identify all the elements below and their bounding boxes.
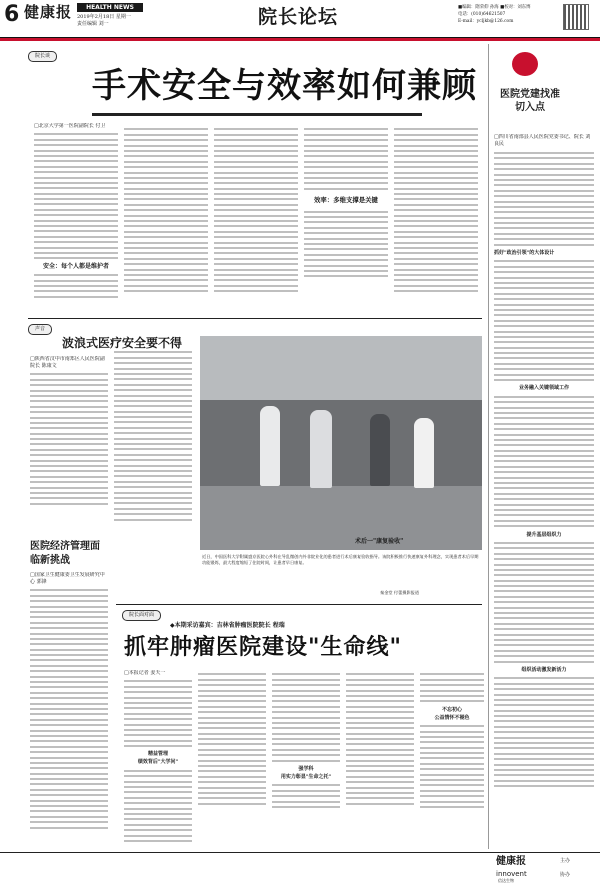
- column-title: [498, 88, 562, 114]
- article1-col2: [124, 125, 208, 311]
- photo-credit: 秦金堂 付蕾摄影报道: [380, 590, 420, 595]
- article-tag: 声音: [28, 324, 52, 335]
- newspaper-brand: 健康报: [24, 3, 73, 21]
- column-subhead-1: 抓好"政治引领"的大体设计: [494, 250, 555, 257]
- page-number: 6: [4, 2, 20, 27]
- subhead: 公益情怀不褪色: [434, 714, 470, 721]
- footer-brand: 健康报: [496, 856, 526, 867]
- column-subhead-3: 提升基层组织力: [526, 531, 562, 538]
- pull-quote: 效率：多维支撑是关键: [314, 195, 378, 204]
- article1-body: [34, 123, 118, 311]
- article4-headline: 抓牢肿瘤医院建设"生命线": [124, 635, 402, 660]
- subhead-label: 强学科: [298, 766, 314, 773]
- footer-role-co: 协办: [560, 872, 571, 878]
- edition-tag: HEALTH NEWS: [77, 3, 143, 12]
- editor-line: 责任编辑 刘一: [77, 21, 109, 27]
- section-title: 院长论坛: [258, 6, 339, 28]
- news-photo: [200, 336, 482, 550]
- photo-person: [310, 410, 332, 488]
- article3-body: [30, 572, 108, 852]
- article2-body: [30, 356, 108, 538]
- subhead: 绩效背后"大学问": [137, 759, 179, 766]
- column-subhead-2: 业务融入关键领域工作: [518, 385, 569, 392]
- article1-col3: [214, 125, 298, 311]
- header-rule: [0, 38, 600, 41]
- column-body: [494, 134, 594, 839]
- article4-author: □本报记者 姜天一: [124, 670, 166, 676]
- photo-person: [260, 406, 280, 486]
- banner-underline: [92, 113, 422, 116]
- masthead: [0, 0, 600, 38]
- author-line: □北京大学第一医院副院长 付卫: [34, 123, 106, 129]
- column-author: □四川省南部县人民医院党委书记、院长 刘良民: [494, 134, 591, 147]
- article1-col4: [304, 125, 388, 311]
- contact-info: [458, 4, 531, 25]
- photo-person: [370, 414, 390, 486]
- article4-col5: [420, 670, 484, 850]
- article2-col2: [114, 348, 192, 540]
- photo-ceiling: [200, 336, 482, 400]
- article4-col2: [198, 670, 266, 850]
- photo-floor: [200, 486, 482, 550]
- photo-caption-title: 术后一"康复验收": [355, 538, 404, 545]
- sponsor-name: 信达生物: [498, 878, 514, 883]
- section-divider: [116, 604, 482, 605]
- contact-email: E-mail：ycljkb@126.com: [458, 19, 514, 24]
- headline-main: 手术安全与效率如何兼顾: [92, 66, 477, 106]
- article4-body: [124, 670, 192, 850]
- party-emblem-icon: [512, 52, 538, 76]
- subhead: 安全：每个人都是维护者: [42, 262, 109, 270]
- article3-author: □国家卫生健康委卫生发展研究中心 郭锋: [30, 572, 105, 585]
- qr-code-icon: [563, 4, 589, 30]
- article4-col3: [272, 670, 340, 850]
- article1-col5: [394, 125, 478, 311]
- article2-headline: 波浪式医疗安全要不得: [62, 336, 183, 350]
- subhead-label: 精益管理: [147, 751, 168, 758]
- footer-role-host: 主办: [560, 858, 571, 864]
- article4-col4: [346, 670, 414, 850]
- contact-phone: 电话：(010)64621507: [458, 12, 506, 17]
- article-tag: 院长面对面: [122, 610, 161, 621]
- section-divider: [28, 318, 482, 319]
- column-divider: [488, 44, 489, 849]
- issue-date: 2019年2月18日 星期一: [77, 14, 131, 20]
- interview-guest: ◆本期采访嘉宾：吉林省肿瘤医院院长 程瑞: [170, 622, 285, 629]
- contact-editors: ■编辑：隋荣仰 孙海 ■校对：刘东博: [458, 5, 531, 10]
- subhead-label: 不忘初心: [441, 706, 462, 713]
- photo-caption: 近日，中国医科大学附属盛京医院心外科在导乱微创内外非院业化的患者进行术后康复验收指导。该院积极推行快速康复外科理念，实现患者术后早期功能锻炼，最大程度缩短了住院时间，让患者早日康复。: [202, 554, 479, 565]
- footer-rule: [0, 852, 600, 853]
- column-title-text: 医院党建找准切入点: [500, 89, 560, 113]
- body-text: [34, 133, 118, 259]
- photo-person: [414, 418, 434, 488]
- column-subhead-4: 组织活动激发新活力: [521, 666, 567, 673]
- sponsor-logo: innovent: [496, 870, 527, 878]
- article2-author: □陕西省汉中市南郑区人民医院副院长 陈康文: [30, 356, 105, 369]
- article3-headline: 医院经济管理面临新挑战: [30, 541, 100, 566]
- subhead: 用实力彰显"生命之托": [280, 774, 332, 781]
- article-tag: 院长谈: [28, 51, 57, 62]
